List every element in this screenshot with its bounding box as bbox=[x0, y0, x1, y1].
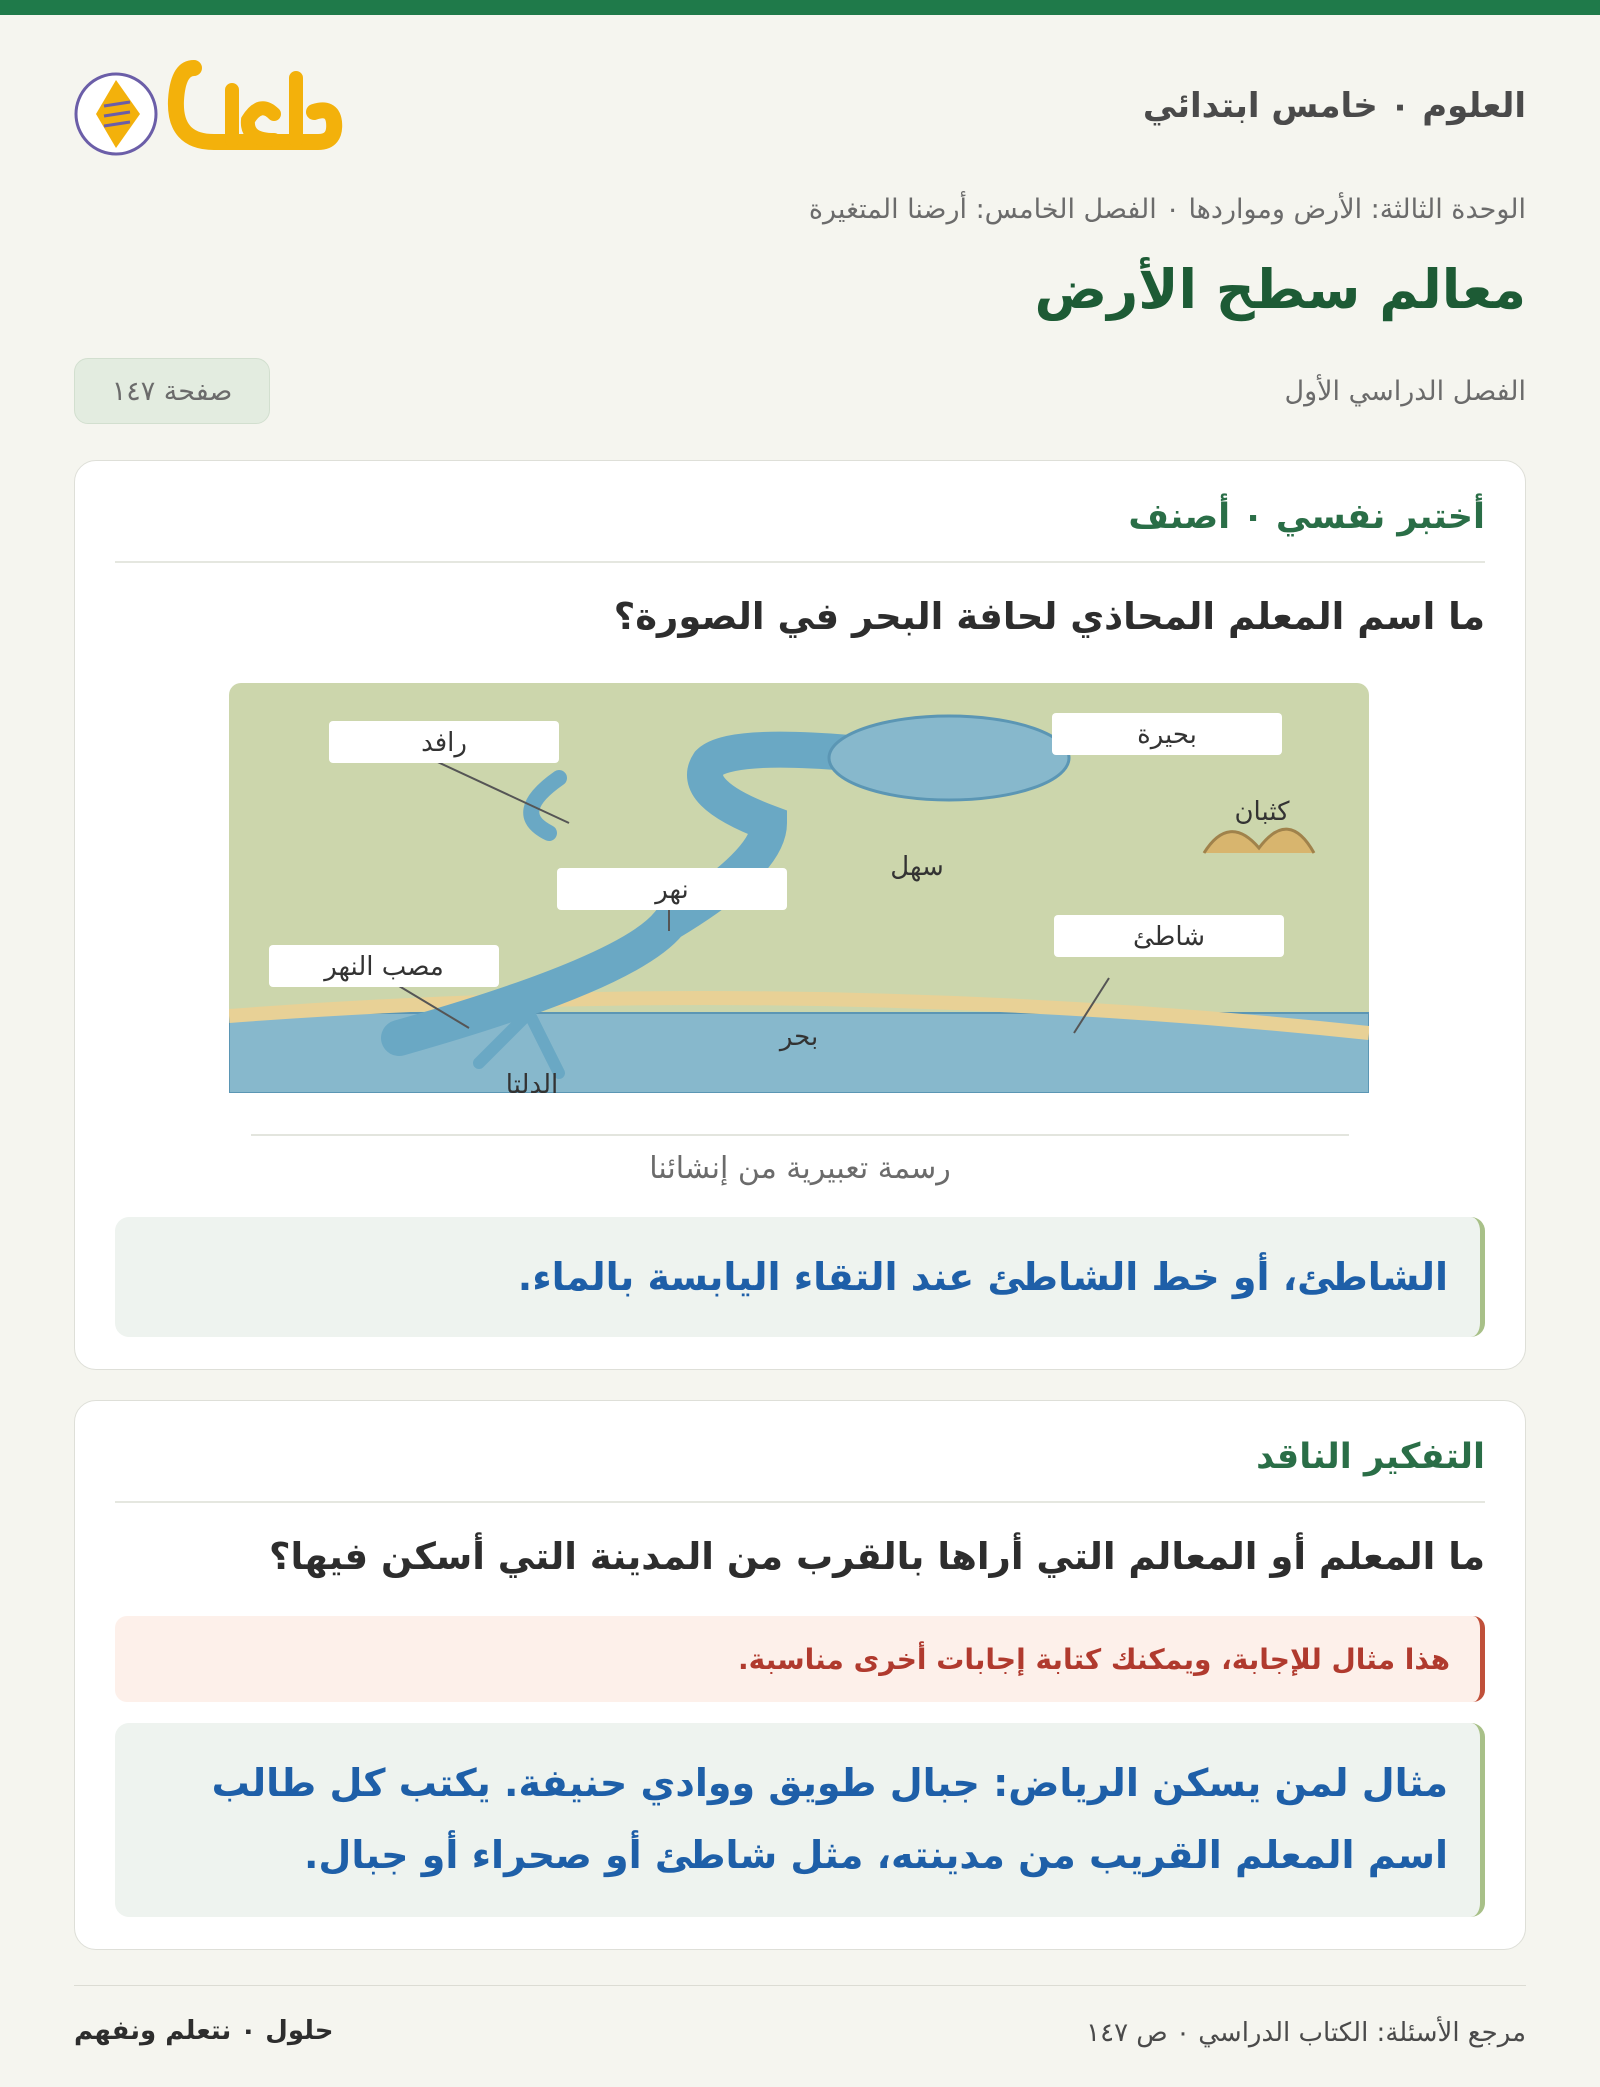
footer-divider bbox=[74, 1985, 1526, 1986]
answer-text: مثال لمن يسكن الرياض: جبال طويق ووادي حنيفة. يكتب كل طالب اسم المعلم القريب من مدينته، مثل شاطئ أو صحراء أو جبال. bbox=[211, 1761, 1448, 1877]
hulul-logo bbox=[74, 50, 344, 160]
lake-label: بحيرة bbox=[1137, 720, 1197, 750]
caption-divider bbox=[251, 1134, 1349, 1136]
answer-box bbox=[115, 1217, 1485, 1337]
plain-label: سهل bbox=[890, 852, 944, 882]
sea-label: بحر bbox=[779, 1022, 819, 1052]
semester-label: الفصل الدراسي الأول bbox=[1284, 376, 1526, 407]
answer-box bbox=[115, 1723, 1485, 1917]
page-title: معالم سطح الأرض bbox=[1034, 258, 1526, 321]
diagram-caption: رسمة تعبيرية من إنشائنا bbox=[649, 1151, 951, 1186]
lake bbox=[829, 716, 1069, 800]
page-number-badge: صفحة ١٤٧ bbox=[74, 358, 270, 424]
footer-brand: حلول ٠ نتعلم ونفهم bbox=[74, 2016, 334, 2046]
note-text: هذا مثال للإجابة، ويمكنك كتابة إجابات أخرى مناسبة. bbox=[738, 1642, 1450, 1676]
critical-thinking-card bbox=[74, 1400, 1526, 1950]
dunes-label: كثبان bbox=[1234, 797, 1290, 827]
subject-title: العلوم ٠ خامس ابتدائي bbox=[1142, 86, 1526, 126]
page-header bbox=[74, 50, 1526, 170]
answer-text: الشاطئ، أو خط الشاطئ عند التقاء اليابسة بالماء. bbox=[517, 1255, 1448, 1299]
delta-label: الدلتا bbox=[505, 1070, 559, 1093]
section-divider bbox=[115, 1501, 1485, 1503]
river-label: نهر bbox=[655, 875, 689, 905]
section-title: أختبر نفسي ٠ أصنف bbox=[1128, 497, 1485, 537]
note-box bbox=[115, 1616, 1485, 1702]
shore-label: شاطئ bbox=[1132, 922, 1206, 952]
river-mouth-label: مصب النهر bbox=[324, 952, 444, 982]
section-divider bbox=[115, 561, 1485, 563]
section-title: التفكير الناقد bbox=[1256, 1437, 1485, 1477]
breadcrumb: الوحدة الثالثة: الأرض ومواردها ٠ الفصل الخامس: أرضنا المتغيرة bbox=[808, 194, 1526, 225]
landforms-diagram bbox=[229, 683, 1369, 1093]
question-text: ما اسم المعلم المحاذي لحافة البحر في الصورة؟ bbox=[613, 595, 1485, 638]
self-test-card bbox=[74, 460, 1526, 1370]
top-accent-bar bbox=[0, 0, 1600, 15]
question-text: ما المعلم أو المعالم التي أراها بالقرب من المدينة التي أسكن فيها؟ bbox=[269, 1535, 1485, 1578]
footer-reference: مرجع الأسئلة: الكتاب الدراسي ٠ ص ١٤٧ bbox=[1086, 2018, 1526, 2048]
tributary-label: رافد bbox=[421, 728, 467, 758]
